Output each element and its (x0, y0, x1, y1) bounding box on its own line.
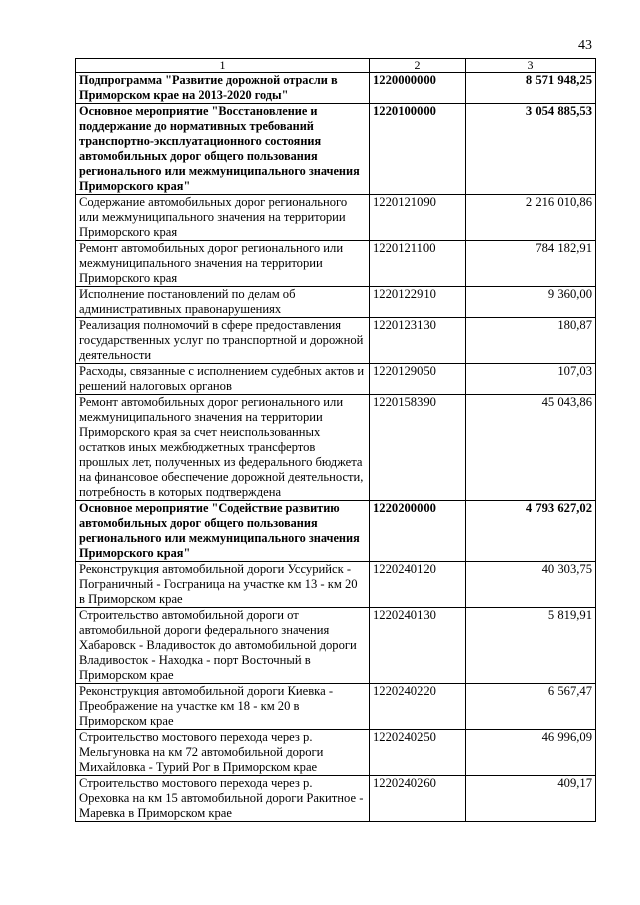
table-row (76, 608, 596, 684)
row-code: 1220240120 (370, 562, 466, 608)
table-row (76, 318, 596, 364)
row-amount: 40 303,75 (466, 562, 596, 608)
header-cell-3: 3 (466, 59, 596, 73)
table-row (76, 730, 596, 776)
row-amount: 45 043,86 (466, 395, 596, 501)
table-row (76, 364, 596, 395)
row-name: Реконструкция автомобильной дороги Киевка - Преображение на участке км 18 - км 20 в Приморском крае (76, 684, 370, 730)
row-name: Реализация полномочий в сфере предоставления государственных услуг по транспортной и дорожной деятельности (76, 318, 370, 364)
row-code: 1220129050 (370, 364, 466, 395)
row-code: 1220121100 (370, 241, 466, 287)
page-number: 43 (578, 38, 592, 53)
row-name: Исполнение постановлений по делам об административных правонарушениях (76, 287, 370, 318)
budget-table (75, 58, 596, 822)
table-row (76, 501, 596, 562)
table-row (76, 684, 596, 730)
row-amount: 46 996,09 (466, 730, 596, 776)
row-code: 1220122910 (370, 287, 466, 318)
row-amount: 2 216 010,86 (466, 195, 596, 241)
row-amount: 8 571 948,25 (466, 73, 596, 104)
row-code: 1220158390 (370, 395, 466, 501)
row-amount: 784 182,91 (466, 241, 596, 287)
table-row (76, 241, 596, 287)
row-name: Реконструкция автомобильной дороги Уссурийск - Пограничный - Госграница на участке км 13 - км 20 в Приморском крае (76, 562, 370, 608)
row-name: Ремонт автомобильных дорог регионального или межмуниципального значения на территории Приморского края (76, 241, 370, 287)
table-row (76, 395, 596, 501)
table-row (76, 195, 596, 241)
row-name: Строительство мостового перехода через р. Мельгуновка на км 72 автомобильной дороги Михайловка - Турий Рог в Приморском крае (76, 730, 370, 776)
table-row (76, 562, 596, 608)
table-row (76, 104, 596, 195)
table-row (76, 776, 596, 822)
header-cell-2: 2 (370, 59, 466, 73)
row-name: Содержание автомобильных дорог регионального или межмуниципального значения на территории Приморского края (76, 195, 370, 241)
row-amount: 5 819,91 (466, 608, 596, 684)
row-amount: 3 054 885,53 (466, 104, 596, 195)
row-code: 1220123130 (370, 318, 466, 364)
row-amount: 6 567,47 (466, 684, 596, 730)
row-name: Основное мероприятие "Восстановление и поддержание до нормативных требований транспортно-эксплуатационного состояния автомобильных дорог общего пользования регионального или межмуниципального значения Приморского края" (76, 104, 370, 195)
row-code: 1220000000 (370, 73, 466, 104)
row-amount: 4 793 627,02 (466, 501, 596, 562)
row-name: Основное мероприятие "Содействие развитию автомобильных дорог общего пользования регионального или межмуниципального значения Приморского края" (76, 501, 370, 562)
row-code: 1220240220 (370, 684, 466, 730)
row-amount: 9 360,00 (466, 287, 596, 318)
row-amount: 409,17 (466, 776, 596, 822)
table-row (76, 73, 596, 104)
table-header-row (76, 59, 596, 73)
row-code: 1220121090 (370, 195, 466, 241)
row-code: 1220240130 (370, 608, 466, 684)
row-name: Подпрограмма "Развитие дорожной отрасли в Приморском крае на 2013-2020 годы" (76, 73, 370, 104)
row-name: Строительство автомобильной дороги от автомобильной дороги федерального значения Хабаровск - Владивосток до автомобильной дороги Владивосток - Находка - порт Восточный в Приморском крае (76, 608, 370, 684)
row-name: Ремонт автомобильных дорог регионального или межмуниципального значения на территории Приморского края за счет неиспользованных остатков иных межбюджетных трансфертов прошлых лет, полученных из федерального бюджета на финансовое обеспечение дорожной деятельности, потребность в которых подтверждена (76, 395, 370, 501)
row-code: 1220240250 (370, 730, 466, 776)
row-code: 1220200000 (370, 501, 466, 562)
row-code: 1220100000 (370, 104, 466, 195)
row-name: Расходы, связанные с исполнением судебных актов и решений налоговых органов (76, 364, 370, 395)
row-code: 1220240260 (370, 776, 466, 822)
row-amount: 180,87 (466, 318, 596, 364)
header-cell-1: 1 (76, 59, 370, 73)
row-name: Строительство мостового перехода через р. Ореховка на км 15 автомобильной дороги Ракитное - Маревка в Приморском крае (76, 776, 370, 822)
row-amount: 107,03 (466, 364, 596, 395)
table-row (76, 287, 596, 318)
